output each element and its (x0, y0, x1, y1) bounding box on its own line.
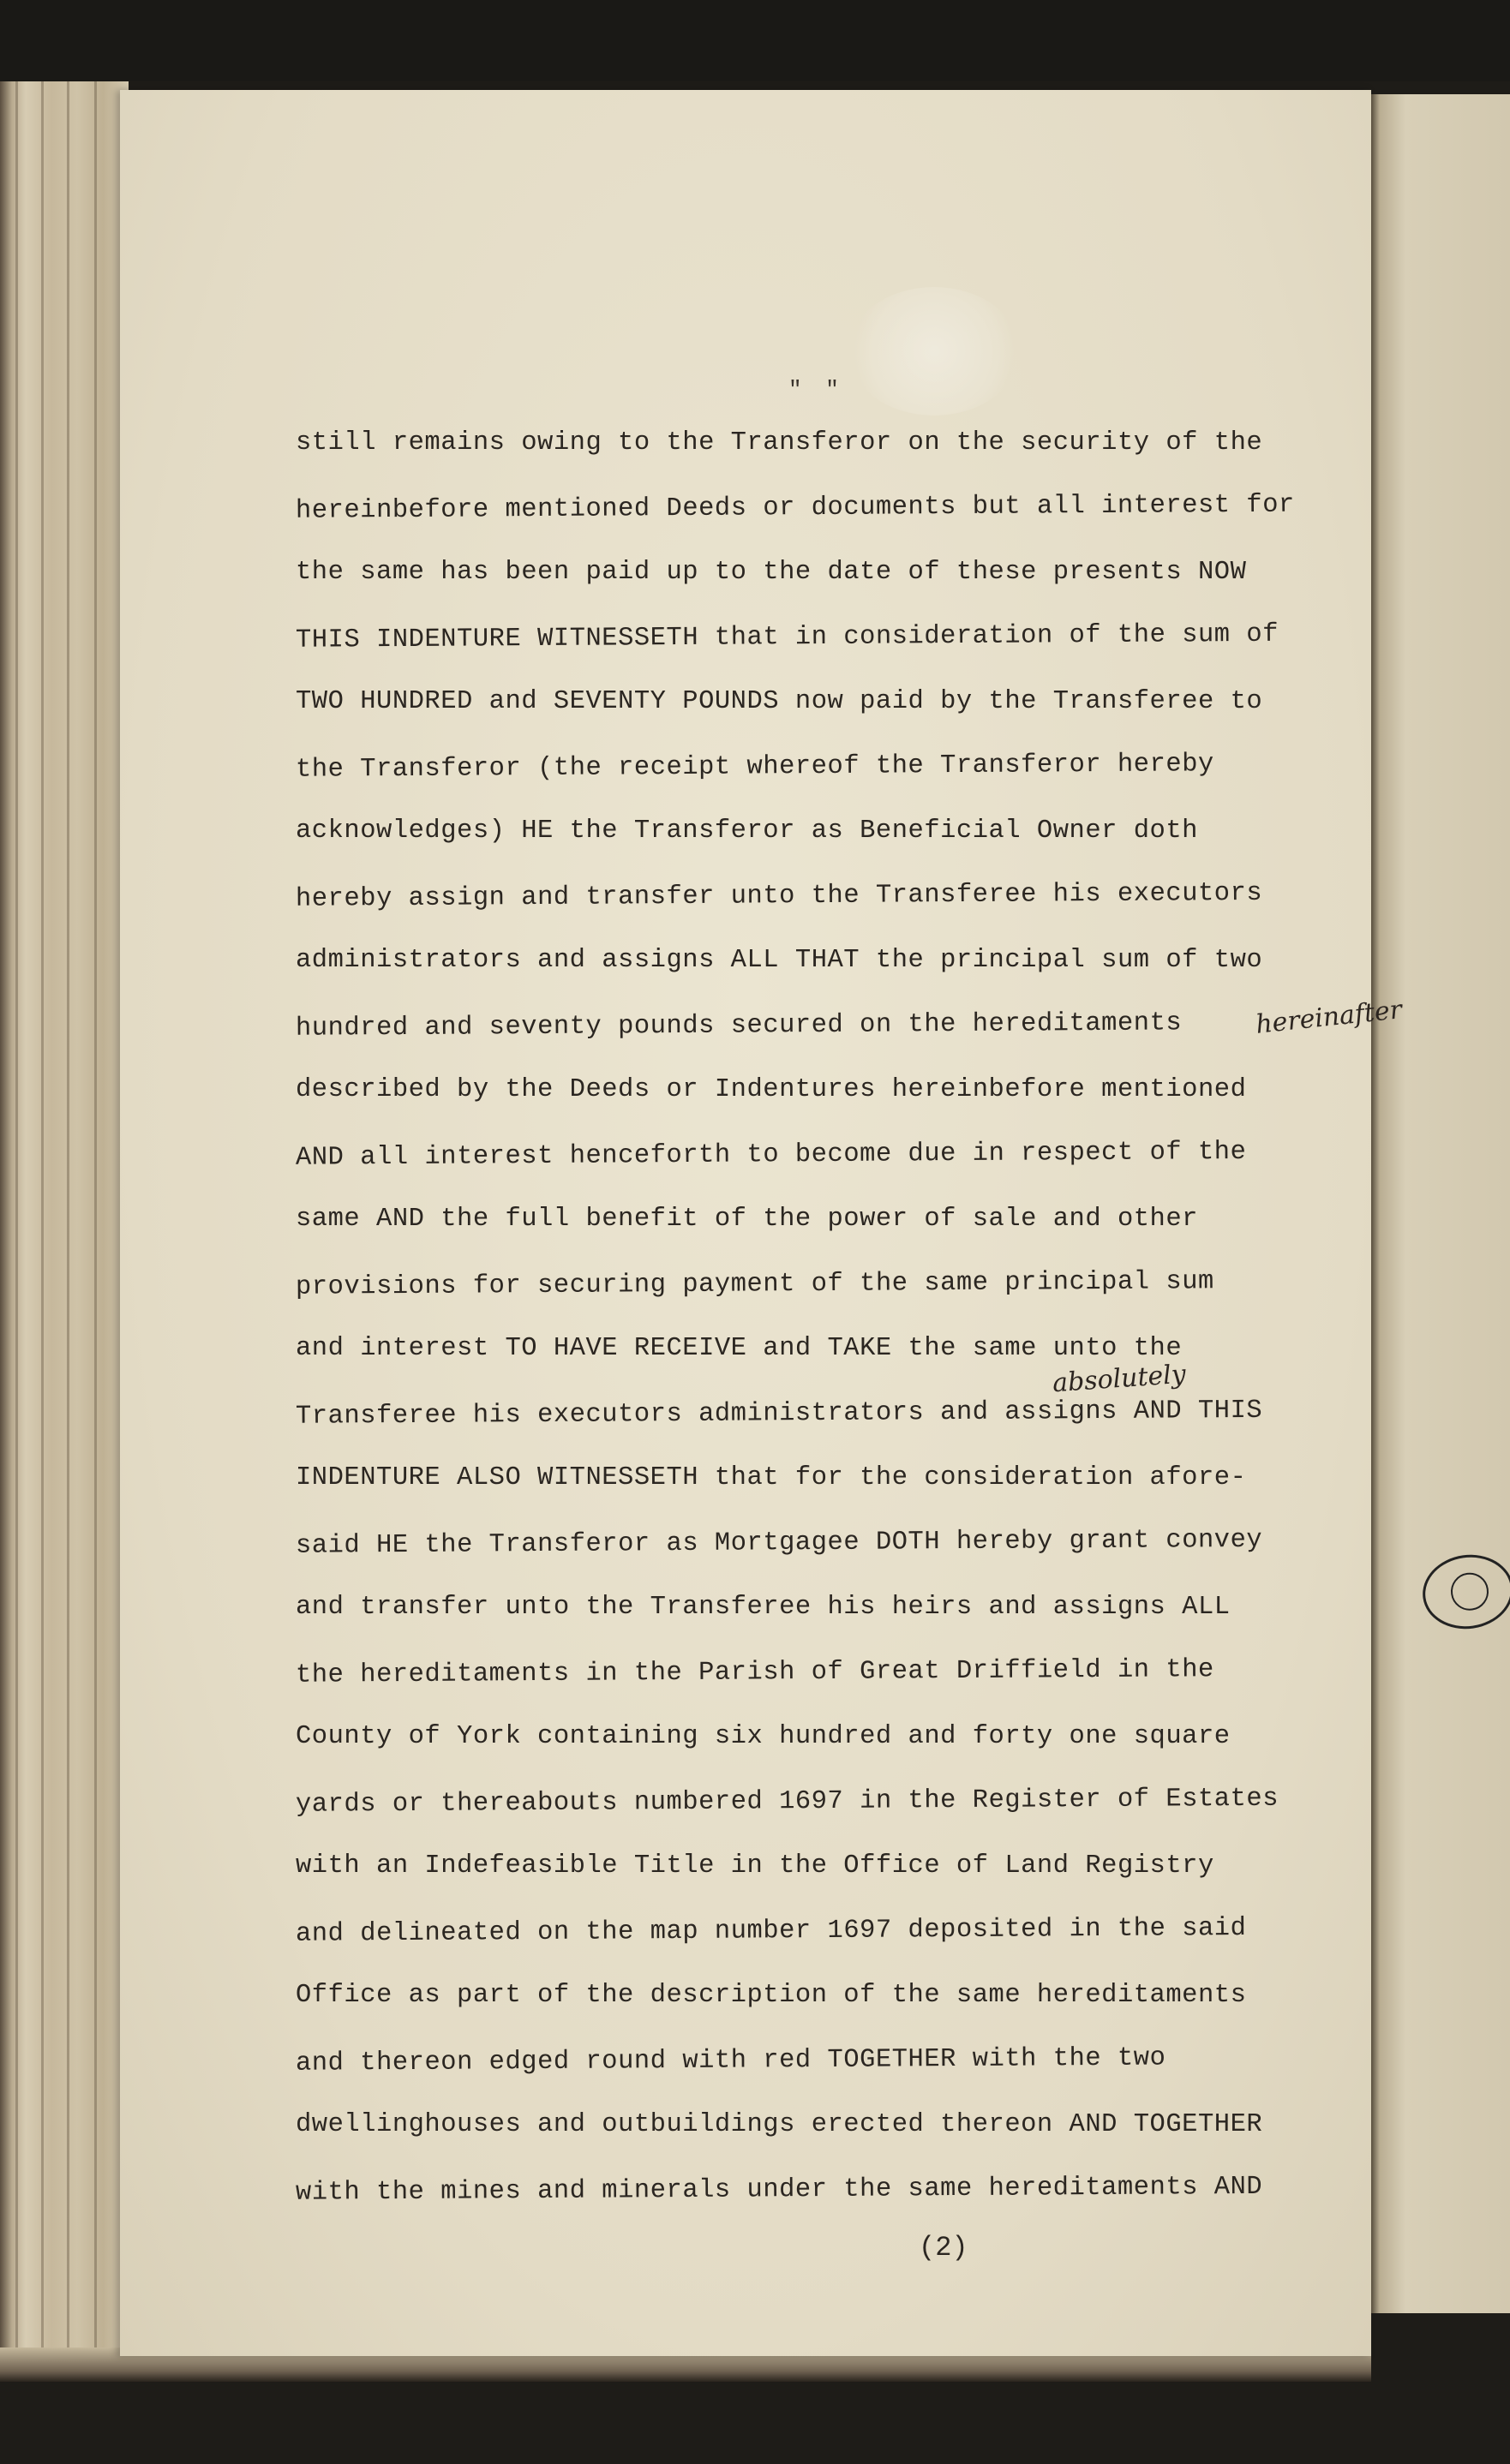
text-line: and interest TO HAVE RECEIVE and TAKE the same unto the (296, 1334, 1183, 1363)
text-line: AND all interest henceforth to become due in respect of the (295, 1137, 1247, 1173)
quote-marks: " " (788, 377, 844, 403)
text-line: hereinbefore mentioned Deeds or documents but all interest for (295, 490, 1295, 526)
text-line: with the mines and minerals under the same hereditaments AND (295, 2172, 1263, 2208)
text-line: the Transferor (the receipt whereof the Transferor hereby (295, 749, 1214, 785)
typed-text-body (296, 411, 1350, 2222)
text-line: the hereditaments in the Parish of Great Driffield in the (295, 1654, 1214, 1690)
text-line: still remains owing to the Transferor on the security of the (296, 428, 1263, 458)
text-line: the same has been paid up to the date of these presents NOW (296, 558, 1247, 587)
text-line: hundred and seventy pounds secured on the hereditaments (295, 1008, 1183, 1044)
handwritten-insert-absolutely: absolutely (1051, 1359, 1187, 1399)
text-line: administrators and assigns ALL THAT the principal sum of two (296, 946, 1263, 975)
text-line: and delineated on the map number 1697 deposited in the said (295, 1913, 1247, 1949)
text-line: Office as part of the description of the same hereditaments (296, 1981, 1247, 2010)
text-line: with an Indefeasible Title in the Office of Land Registry (296, 1851, 1214, 1881)
text-line: County of York containing six hundred and forty one square (296, 1722, 1231, 1751)
scan-background (0, 0, 1510, 81)
text-line: INDENTURE ALSO WITNESSETH that for the consideration afore- (296, 1463, 1247, 1492)
book-page-edges-left (0, 81, 129, 2360)
text-line: dwellinghouses and outbuildings erected thereon AND TOGETHER (296, 2110, 1263, 2139)
handwritten-insert-hereinafter: hereinafter (1254, 995, 1404, 1040)
text-line: provisions for securing payment of the same principal sum (295, 1266, 1214, 1302)
embossed-seal-icon (848, 287, 1020, 416)
text-line: THIS INDENTURE WITNESSETH that in consideration of the sum of (295, 619, 1279, 655)
text-line: Transferee his executors administrators and assigns AND THIS (295, 1396, 1263, 1432)
text-line: hereby assign and transfer unto the Transferee his executors (295, 878, 1263, 914)
text-line: acknowledges) HE the Transferor as Beneficial Owner doth (296, 816, 1198, 846)
text-line: yards or thereabouts numbered 1697 in the Register of Estates (295, 1784, 1279, 1820)
text-line: and thereon edged round with red TOGETHER with the two (295, 2043, 1166, 2078)
text-line: TWO HUNDRED and SEVENTY POUNDS now paid by the Transferee to (296, 687, 1263, 716)
text-line: described by the Deeds or Indentures hereinbefore mentioned (296, 1075, 1247, 1104)
text-line: same AND the full benefit of the power of sale and other (296, 1205, 1198, 1234)
text-line: and transfer unto the Transferee his heirs and assigns ALL (296, 1593, 1231, 1622)
page-number: (2) (919, 2232, 968, 2264)
text-line: said HE the Transferor as Mortgagee DOTH hereby grant convey (295, 1525, 1263, 1561)
facing-page-edge (1371, 94, 1510, 2313)
